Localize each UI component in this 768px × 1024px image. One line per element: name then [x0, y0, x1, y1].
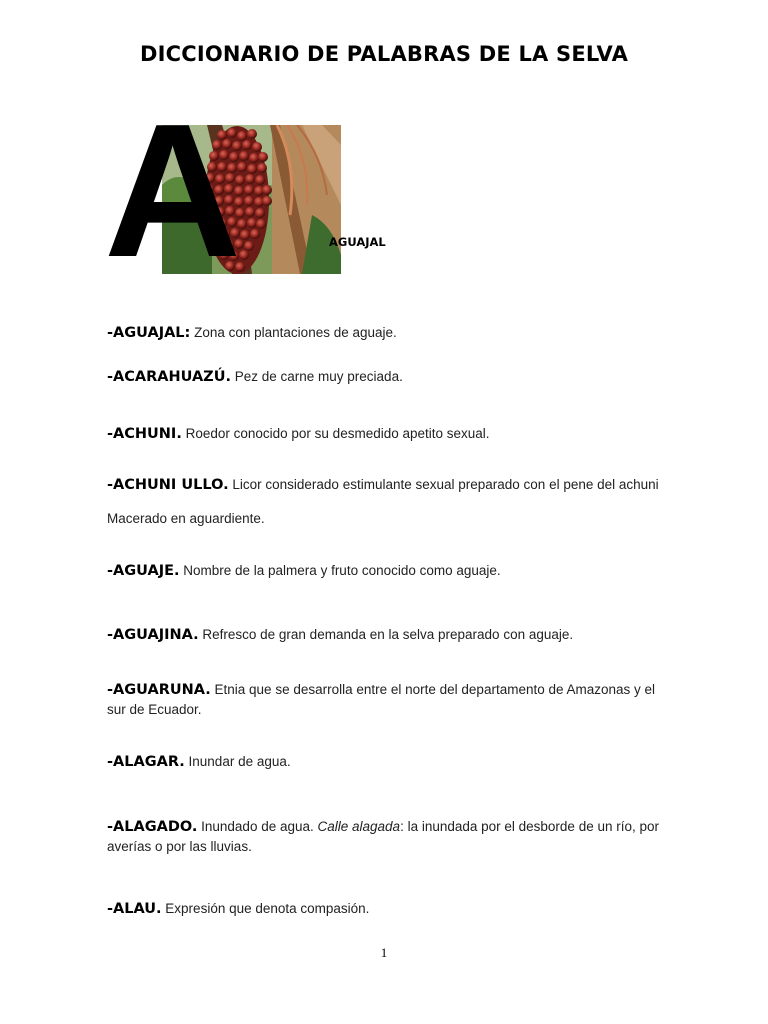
entry-definition: Inundar de agua.	[184, 754, 291, 769]
entry-term: -ALAGADO.	[107, 819, 198, 835]
dictionary-entry	[107, 680, 667, 719]
entry-example-italic: Calle alagada	[317, 819, 401, 834]
entry-term: -AGUARUNA.	[107, 682, 211, 698]
page-number: 1	[380, 945, 388, 960]
entry-term: -ACHUNI ULLO.	[107, 477, 229, 493]
entry-term: -AGUAJAL:	[107, 325, 191, 341]
entry-term: -ALAU.	[107, 901, 162, 917]
entry-definition: Zona con plantaciones de aguaje.	[190, 325, 397, 340]
dictionary-entry	[107, 323, 667, 343]
dictionary-entry	[107, 561, 667, 581]
entry-definition: Roedor conocido por su desmedido apetito sexual.	[181, 426, 490, 441]
entry-term: -AGUAJE.	[107, 563, 180, 579]
entry-definition: Refresco de gran demanda en la selva preparado con aguaje.	[198, 627, 574, 642]
entry-definition: Licor considerado estimulante sexual preparado con el pene del achuni	[228, 477, 659, 492]
entry-term: -ALAGAR.	[107, 754, 185, 770]
entry-term: -ACARAHUAZÚ.	[107, 369, 231, 385]
entry-continuation: Macerado en aguardiente.	[107, 511, 265, 526]
entry-definition-after: : la inundada por el desborde de un río, por averías o por las lluvias.	[107, 819, 659, 854]
image-caption: AGUAJAL	[329, 235, 386, 249]
dictionary-entry	[107, 817, 667, 856]
dictionary-entry	[107, 424, 667, 444]
dictionary-entry	[107, 367, 667, 387]
entry-term: -ACHUNI.	[107, 426, 182, 442]
dictionary-entry	[107, 752, 667, 772]
dictionary-entry	[107, 625, 667, 645]
entry-definition: Inundado de agua.	[197, 819, 318, 834]
entry-definition: Expresión que denota compasión.	[161, 901, 370, 916]
section-letter: A	[104, 85, 238, 297]
entry-definition: Pez de carne muy preciada.	[230, 369, 403, 384]
entry-definition: Nombre de la palmera y fruto conocido como aguaje.	[179, 563, 501, 578]
document-title: DICCIONARIO DE PALABRAS DE LA SELVA	[139, 42, 629, 66]
dictionary-entry	[107, 475, 687, 528]
entry-definition: Etnia que se desarrolla entre el norte del departamento de Amazonas y el sur de Ecuador.	[107, 682, 656, 717]
entry-term: -AGUAJINA.	[107, 627, 199, 643]
dictionary-entry	[107, 899, 667, 919]
